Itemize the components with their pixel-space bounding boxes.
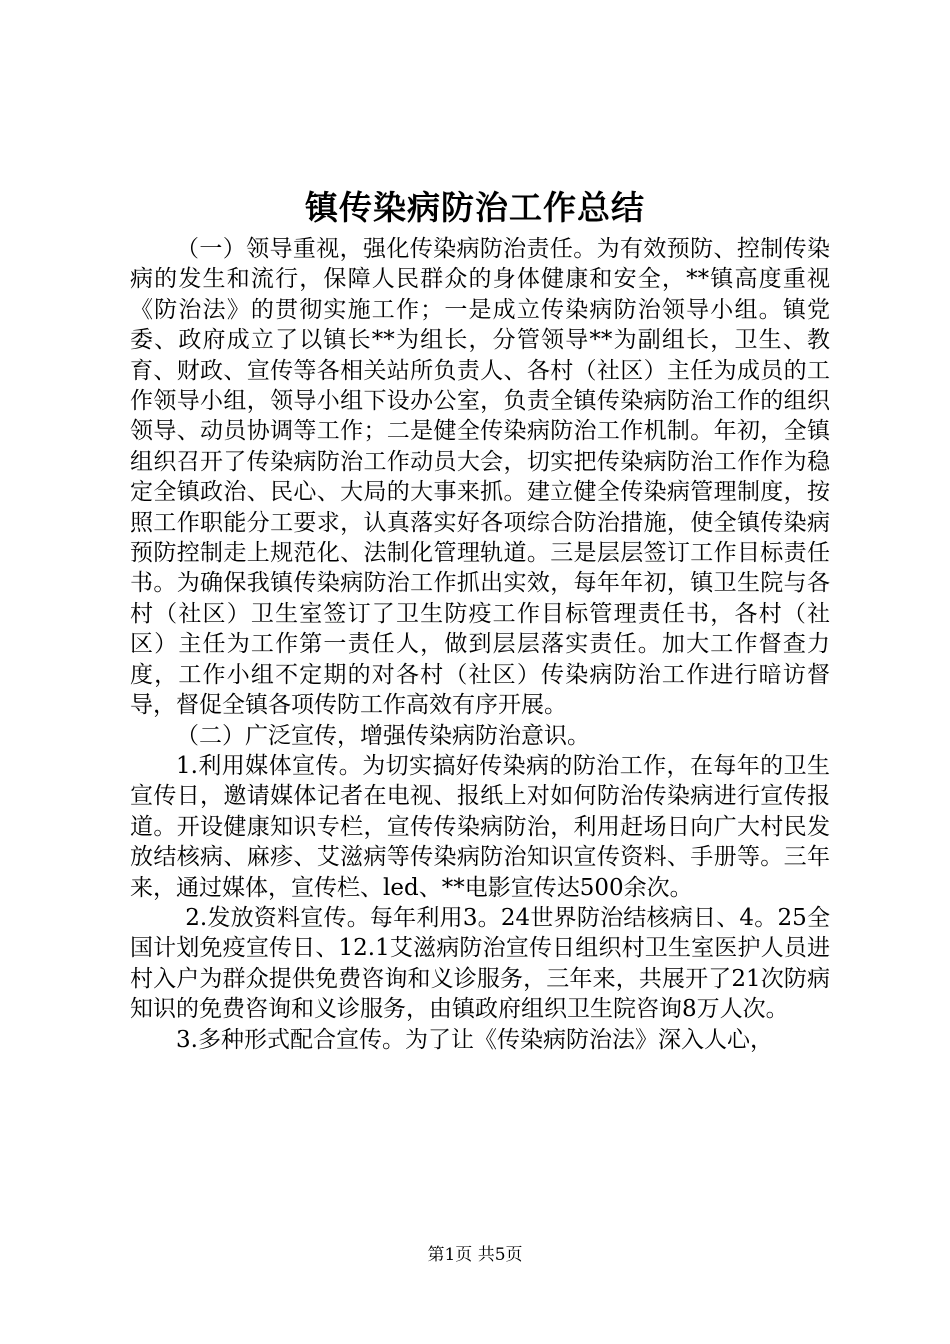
document-title: 镇传染病防治工作总结 bbox=[305, 188, 645, 227]
paragraph-combined-publicity: 3.多种形式配合宣传。为了让《传染病防治法》深入人心， bbox=[176, 1026, 773, 1053]
paragraph-leadership: （一）领导重视，强化传染病防治责任。为有效预防、控制传染病的发生和流行，保障人民群众的身体健康和安全，**镇高度重视《防治法》的贯彻实施工作；一是成立传染病防治领导小组。镇党委、政府成立了以镇长**为组长，分管领导**为副组长，卫生、教育、财政、宣传等各相关站所负责人、各村（社区）主任为成员的工作领导小组，领导小组下设办公室，负责全镇传染病防治工作的组织领导、动员协调等工作；二是健全传染病防治工作机制。年初，全镇组织召开了传染病防治工作动员大会，切实把传染病防治工作作为稳定全镇政治、民心、大局的大事来抓。建立健全传染病管理制度，按照工作职能分工要求，认真落实好各项综合防治措施，使全镇传染病预防控制走上规范化、法制化管理轨道。三是层层签订工作目标责任书。为确保我镇传染病防治工作抓出实效，每年年初，镇卫生院与各村（社区）卫生室签订了卫生防疫工作目标管理责任书，各村（社区）主任为工作第一责任人，做到层层落实责任。加大工作督查力度，工作小组不定期的对各村（社区）传染病防治工作进行暗访督导，督促全镇各项传防工作高效有序开展。 bbox=[130, 236, 830, 719]
paragraph-media-publicity: 1.利用媒体宣传。为切实搞好传染病的防治工作，在每年的卫生宣传日，邀请媒体记者在电视、报纸上对如何防治传染病进行宣传报道。开设健康知识专栏，宣传传染病防治，利用赶场日向广大村民发放结核病、麻疹、艾滋病等传染病防治知识宣传资料、手册等。三年来，通过媒体，宣传栏、led、**电影宣传达500余次。 bbox=[130, 752, 830, 901]
document-body bbox=[130, 234, 830, 1055]
paragraph-publicity-heading: （二）广泛宣传，增强传染病防治意识。 bbox=[176, 722, 590, 749]
page-footer: 第1页 共5页 bbox=[427, 1245, 523, 1265]
paragraph-materials-publicity: 2.发放资料宣传。每年利用3。24世界防治结核病日、4。25全国计划免疫宣传日、12.1艾滋病防治宣传日组织村卫生室医护人员进村入户为群众提供免费咨询和义诊服务，三年来，共展开了21次防病知识的免费咨询和义诊服务，由镇政府组织卫生院咨询8万人次。 bbox=[130, 904, 830, 1023]
